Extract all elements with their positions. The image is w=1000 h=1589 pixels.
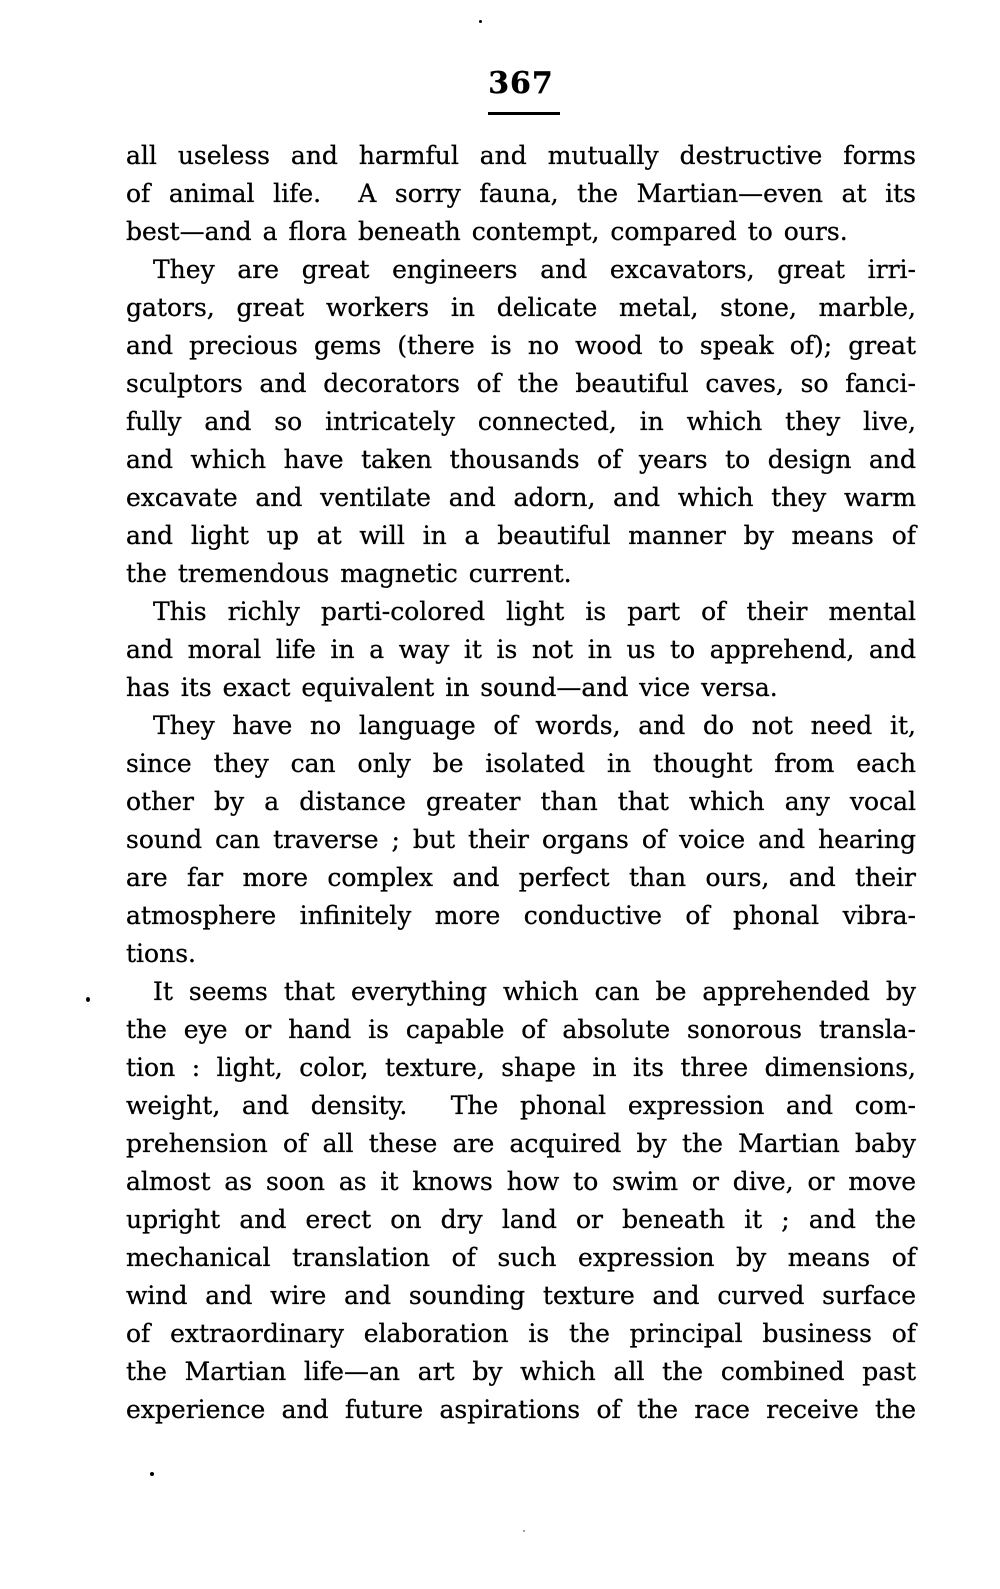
text-line: prehension of all these are acquired by the Martian baby: [126, 1129, 916, 1158]
text-line: wind and wire and sounding texture and curved surface: [126, 1281, 916, 1310]
page-number-rule: [488, 112, 560, 115]
text-line: has its exact equivalent in sound—and vice versa.: [126, 673, 778, 702]
text-line: This richly parti-colored light is part of their mental: [153, 597, 916, 626]
text-line: and which have taken thousands of years to design and: [126, 445, 916, 474]
text-line: the Martian life—an art by which all the combined past: [126, 1357, 916, 1386]
text-line: all useless and harmful and mutually destructive forms: [126, 141, 916, 170]
text-line: and precious gems (there is no wood to speak of); great: [126, 331, 916, 360]
text-line: experience and future aspirations of the race receive the: [126, 1395, 916, 1424]
text-line: tions.: [126, 939, 196, 968]
text-line: and moral life in a way it is not in us to apprehend, and: [126, 635, 916, 664]
text-line: It seems that everything which can be apprehended by: [153, 977, 916, 1006]
text-line: excavate and ventilate and adorn, and which they warm: [126, 483, 916, 512]
text-line: weight, and density. The phonal expression and com-: [126, 1091, 916, 1120]
text-line: They have no language of words, and do not need it,: [153, 711, 916, 740]
page-number: 367: [488, 66, 554, 101]
text-line: gators, great workers in delicate metal, stone, marble,: [126, 293, 916, 322]
text-line: the tremendous magnetic current.: [126, 559, 572, 588]
scan-speck: [150, 1472, 154, 1476]
text-line: almost as soon as it knows how to swim or dive, or move: [126, 1167, 916, 1196]
text-line: other by a distance greater than that which any vocal: [126, 787, 916, 816]
text-line: upright and erect on dry land or beneath it ; and the: [126, 1205, 916, 1234]
text-line: tion : light, color, texture, shape in its three dimensions,: [126, 1053, 916, 1082]
text-line: and light up at will in a beautiful manner by means of: [126, 521, 916, 550]
text-line: of extraordinary elaboration is the principal business of: [126, 1319, 916, 1348]
text-line: the eye or hand is capable of absolute sonorous transla-: [126, 1015, 916, 1044]
text-line: since they can only be isolated in thought from each: [126, 749, 916, 778]
text-line: sculptors and decorators of the beautiful caves, so fanci-: [126, 369, 916, 398]
scan-speck: [86, 997, 90, 1002]
text-line: mechanical translation of such expression by means of: [126, 1243, 916, 1272]
text-line: sound can traverse ; but their organs of voice and hearing: [126, 825, 916, 854]
text-line: are far more complex and perfect than ours, and their: [126, 863, 916, 892]
text-line: atmosphere infinitely more conductive of phonal vibra-: [126, 901, 916, 930]
page-text: [126, 137, 916, 1429]
scan-speck: [479, 20, 482, 23]
text-line: best—and a flora beneath contempt, compared to ours.: [126, 217, 848, 246]
text-line: of animal life. A sorry fauna, the Martian—even at its: [126, 179, 916, 208]
text-line: They are great engineers and excavators, great irri-: [153, 255, 916, 284]
text-line: fully and so intricately connected, in which they live,: [126, 407, 916, 436]
scan-speck: [523, 1530, 525, 1532]
